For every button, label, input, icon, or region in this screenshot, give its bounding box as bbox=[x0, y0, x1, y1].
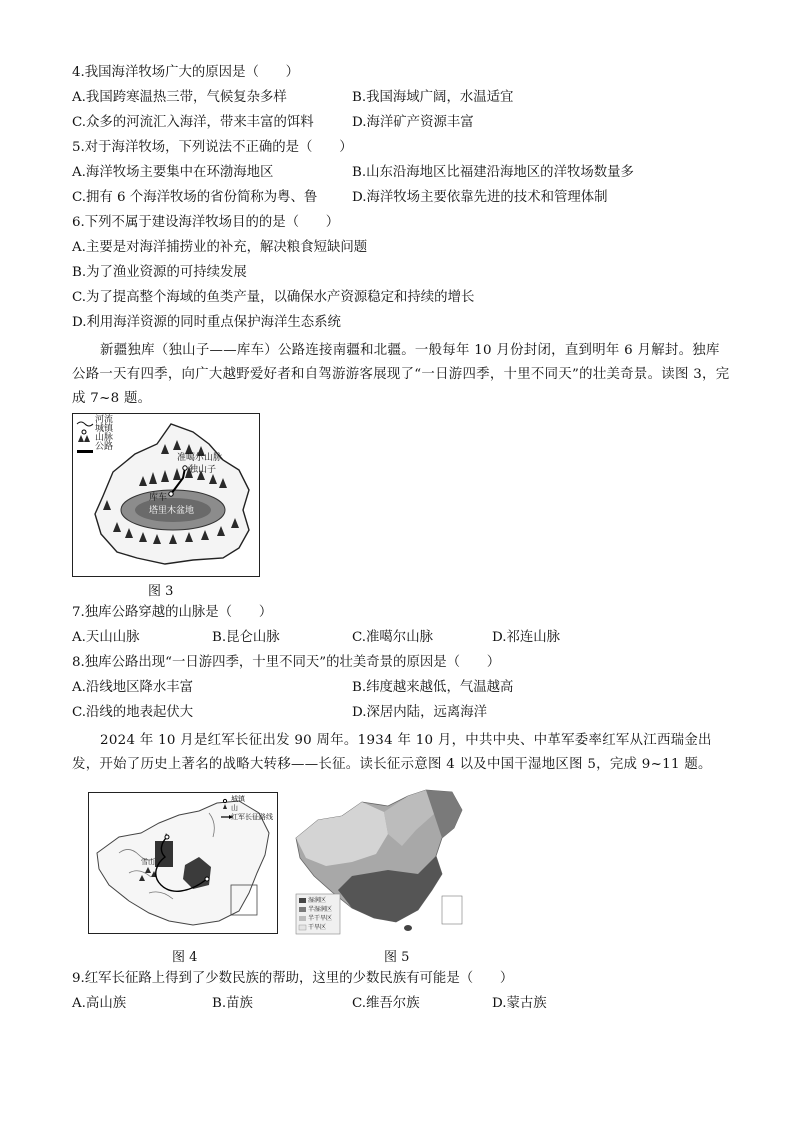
figure-4-map bbox=[88, 792, 278, 934]
figure-3-map bbox=[72, 413, 260, 577]
q7-option-a: A.天山山脉 bbox=[72, 630, 140, 645]
q7-stem: 7.独库公路穿越的山脉是（ ） bbox=[72, 605, 273, 620]
passage-long-march: 2024 年 10 月是红军长征出发 90 周年。1934 年 10 月，中共中央、中革军委率红军从江西瑞金出发，开始了历史上著名的战略大转移——长征。读长征示意图 4 以及中国干湿地区图 5，完成 9~11 题。 bbox=[72, 733, 712, 772]
q4-option-a: A.我国跨寒温热三带，气候复杂多样 bbox=[72, 90, 287, 105]
q4-option-b: B.我国海域广阔，水温适宜 bbox=[352, 90, 514, 105]
figure-5-map bbox=[292, 786, 468, 938]
q5-option-d: D.海洋牧场主要依靠先进的技术和管理体制 bbox=[352, 190, 608, 205]
figure-3-caption: 图 3 bbox=[148, 584, 174, 599]
q8-option-a: A.沿线地区降水丰富 bbox=[72, 680, 194, 695]
q6-option-d: D.利用海洋资源的同时重点保护海洋生态系统 bbox=[72, 315, 341, 330]
q6-option-c: C.为了提高整个海域的鱼类产量，以确保水产资源稳定和持续的增长 bbox=[72, 290, 475, 305]
passage-dukugonglu: 新疆独库（独山子——库车）公路连接南疆和北疆。一般每年 10 月份封闭，直到明年 6 月解封。独库公路一天有四季，向广大越野爱好者和自驾游游客展现了“一日游四季，十里不同天”的壮美奇景。读图 3，完成 7~8 题。 bbox=[72, 343, 730, 406]
label-kuche: 库车 bbox=[149, 493, 168, 503]
q7-option-b: B.昆仑山脉 bbox=[212, 630, 280, 645]
q8-stem: 8.独库公路出现“一日游四季，十里不同天”的壮美奇景的原因是（ ） bbox=[72, 655, 501, 670]
q5-option-a: A.海洋牧场主要集中在环渤海地区 bbox=[72, 165, 274, 180]
q7-option-d: D.祁连山脉 bbox=[492, 630, 561, 645]
q8-option-c: C.沿线的地表起伏大 bbox=[72, 705, 194, 720]
legend-arid: 干旱区 bbox=[308, 924, 327, 931]
figure-4-caption: 图 4 bbox=[172, 950, 198, 965]
q5-option-c: C.拥有 6 个海洋牧场的省份简称为粤、鲁 bbox=[72, 190, 318, 205]
q5-option-b: B.山东沿海地区比福建沿海地区的洋牧场数量多 bbox=[352, 165, 634, 180]
q4-stem: 4.我国海洋牧场广大的原因是（ ） bbox=[72, 65, 300, 80]
legend-town: 城镇 bbox=[231, 795, 245, 803]
label-zhungeer: 准噶尔山脉 bbox=[177, 453, 223, 463]
q6-option-b: B.为了渔业资源的可持续发展 bbox=[72, 265, 247, 280]
q4-option-d: D.海洋矿产资源丰富 bbox=[352, 115, 474, 130]
label-tarim-basin: 塔里木盆地 bbox=[149, 506, 195, 516]
q9-option-d: D.蒙古族 bbox=[492, 996, 547, 1011]
fig5-legend bbox=[308, 896, 332, 932]
q6-stem: 6.下列不属于建设海洋牧场目的的是（ ） bbox=[72, 215, 340, 230]
legend-humid: 湿润区 bbox=[308, 897, 327, 904]
legend-semi-arid: 半干旱区 bbox=[308, 915, 333, 922]
q8-option-b: B.纬度越来越低，气温越高 bbox=[352, 680, 514, 695]
q9-option-c: C.维吾尔族 bbox=[352, 996, 420, 1011]
legend-town: 城镇 bbox=[95, 424, 114, 434]
fig3-legend bbox=[95, 416, 113, 452]
legend-road: 公路 bbox=[95, 442, 114, 452]
figure-5-caption: 图 5 bbox=[384, 950, 410, 965]
legend-route: 红军长征路线 bbox=[231, 813, 273, 821]
q9-option-a: A.高山族 bbox=[72, 996, 127, 1011]
legend-mountain: 山脉 bbox=[95, 433, 114, 443]
q7-option-c: C.准噶尔山脉 bbox=[352, 630, 433, 645]
label-snow-mountain: 雪山 bbox=[141, 858, 155, 866]
q9-stem: 9.红军长征路上得到了少数民族的帮助，这里的少数民族有可能是（ ） bbox=[72, 971, 514, 986]
q8-option-d: D.深居内陆，远离海洋 bbox=[352, 705, 488, 720]
legend-mountain: 山 bbox=[231, 804, 238, 812]
q5-stem: 5.对于海洋牧场，下列说法不正确的是（ ） bbox=[72, 140, 353, 155]
label-dushanzi: 独山子 bbox=[189, 465, 217, 475]
q9-option-b: B.苗族 bbox=[212, 996, 253, 1011]
legend-semi-humid: 半湿润区 bbox=[308, 906, 333, 913]
legend-river: 河流 bbox=[95, 415, 114, 425]
q6-option-a: A.主要是对海洋捕捞业的补充，解决粮食短缺问题 bbox=[72, 240, 368, 255]
q4-option-c: C.众多的河流汇入海洋，带来丰富的饵料 bbox=[72, 115, 314, 130]
fig4-legend bbox=[231, 795, 273, 822]
